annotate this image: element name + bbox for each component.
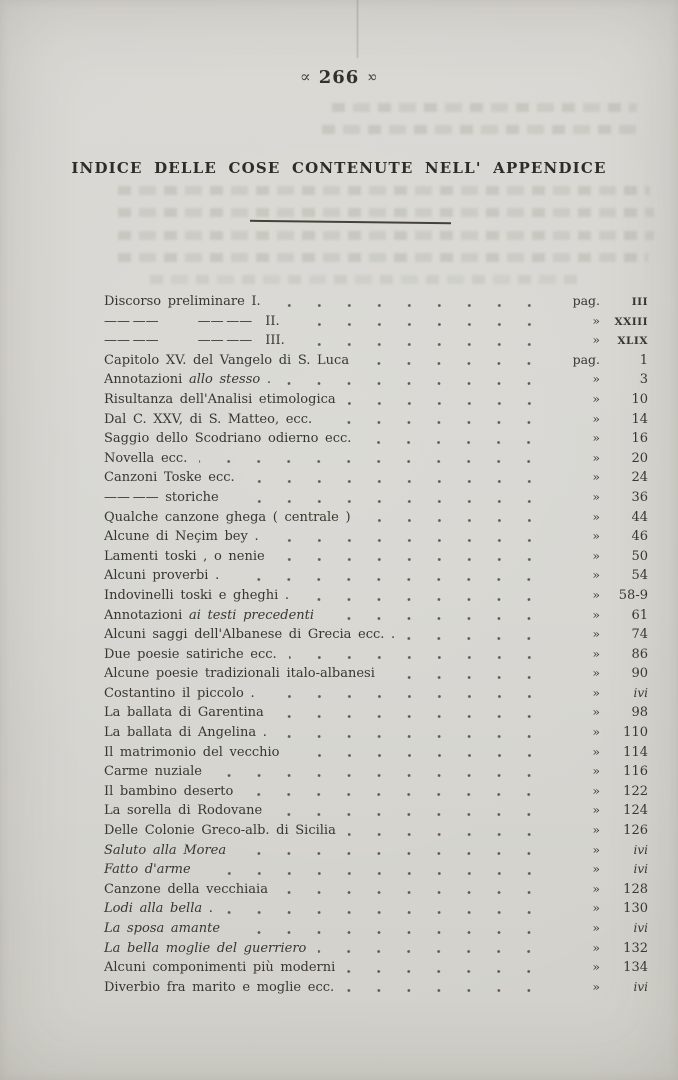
page-ref-number: 46 [631,529,648,545]
page-ref-number: 110 [623,725,648,741]
index-entry-row [104,802,648,822]
page-ref-abbrev: » [592,606,600,622]
page-ref-abbrev: pag. [572,351,600,367]
dot-leader [347,959,546,979]
entry-title: Il bambino deserto [104,783,234,799]
page-ref-abbrev: » [592,665,600,681]
dot-leader [326,607,546,627]
page-ref-number: 114 [623,744,648,760]
page-ref-number: 74 [631,627,648,643]
entry-title: Alcuni proverbi . [104,568,220,584]
page-ref-abbrev: » [592,547,600,563]
entry-title-italic: La bella moglie del guerriero [104,940,307,956]
dot-leader [267,685,546,705]
dot-leader [363,430,546,450]
dot-leader [231,567,546,587]
page-fold-line [357,0,358,58]
index-entry-row [104,469,648,489]
index-entry-row [104,332,648,352]
page-ref-abbrev: » [592,920,600,935]
index-entry-row [104,920,648,940]
page-ref-abbrev: » [592,939,600,955]
dot-leader [363,509,546,529]
page-ref-number: 44 [631,509,648,525]
dot-leader [277,548,546,568]
page-ref-number: 86 [631,646,648,662]
page-ref-number: 14 [631,411,648,427]
index-entry-row [104,626,648,646]
dot-leader [276,704,546,724]
dot-leader [346,979,546,999]
index-entry-row [104,665,648,685]
page-ref-abbrev: pag. [572,293,600,308]
dot-leader [232,920,546,940]
index-entry-row [104,940,648,960]
entry-title: —— —— —— —— III. [104,333,285,349]
index-entry-row [104,900,648,920]
entry-title: Lamenti toski , o nenie [104,548,265,564]
index-entry-row [104,371,648,391]
dot-leader [301,587,546,607]
page-ref-number: 24 [631,470,648,486]
page-ref-number: 122 [623,783,648,799]
page-ref-abbrev: » [592,528,600,544]
dot-leader [283,371,546,391]
page-ref-abbrev: » [592,704,600,720]
index-entry-row [104,842,648,862]
page-ref-number: 16 [631,431,648,447]
entry-title: —— —— —— —— II. [104,313,280,329]
page-ref-abbrev: » [592,724,600,740]
entry-title: Costantino il piccolo . [104,685,255,701]
page-ref-abbrev: » [592,508,600,524]
index-entry-row [104,881,648,901]
page-ref-abbrev: » [592,978,600,994]
entry-title: Alcune di Neçim bey . [104,529,259,545]
folio-ornament-right-icon: ∝ [366,67,379,86]
page-ref-number: 124 [623,803,648,819]
dot-leader [297,332,546,352]
page-ref-abbrev: » [592,586,600,602]
index-entry-row [104,763,648,783]
index-entry-row [104,450,648,470]
page-title: INDICE DELLE COSE CONTENUTE NELL' APPENDICE [71,159,607,177]
entry-title: La sorella di Rodovane [104,803,263,819]
dot-leader [387,665,546,685]
entry-title: Annotazioni [104,372,189,388]
page-ref-number: XXIII [614,315,648,328]
page-ref-number: 128 [623,881,648,897]
folio-number: 266 [318,67,360,88]
dot-leader [225,900,546,920]
entry-title: Carme nuziale [104,764,202,780]
entry-title-italic: Saluto alla Morea [104,842,227,858]
index-entry-row [104,430,648,450]
page-ref-abbrev: » [592,469,600,485]
dot-leader [238,842,546,862]
page-ref-abbrev: » [592,861,600,877]
page-ref-number: 36 [631,489,648,505]
entry-title-trailing-dot: . [202,901,213,917]
page-ref-number: 90 [631,666,648,682]
page-ref-abbrev: » [592,488,600,504]
entry-title: La ballata di Garentina [104,705,264,721]
dot-leader [348,822,546,842]
separator-rule [250,220,451,224]
show-through-line [118,186,650,195]
page-ref-abbrev: » [592,312,600,328]
index-entry-row [104,293,648,313]
dot-leader [280,881,546,901]
index-entry-row [104,704,648,724]
dot-leader [292,744,546,764]
folio-header [0,67,678,88]
show-through-line [150,275,580,284]
dot-leader [289,646,546,666]
entry-title-italic: ai testi precedenti [188,607,315,623]
page-ref-abbrev: » [592,430,600,446]
page-ref-number: ivi [633,842,648,857]
page-ref-abbrev: » [592,371,600,387]
index-entry-row [104,646,648,666]
dot-leader [247,469,546,489]
entry-title: Alcune poesie tradizionali italo-albanesi [104,666,375,682]
dot-leader [318,940,546,960]
page-ref-number: 126 [623,823,648,839]
entry-title-italic: Lodi alla bella [104,901,203,917]
index-entry-row [104,724,648,744]
entry-title: Diverbio fra marito e moglie ecc. [104,979,335,995]
dot-leader [245,783,546,803]
entry-title-italic: La sposa amante [104,921,221,936]
entry-title: Capitolo XV. del Vangelo di S. Luca [104,352,350,368]
index-entry-row [104,861,648,881]
page-ref-number: 132 [623,940,648,956]
page-ref-number: 50 [631,548,648,564]
dot-leader [214,763,546,783]
dot-leader [324,411,546,431]
dot-leader [407,626,546,646]
page-ref-abbrev: » [592,822,600,838]
entry-title-trailing-dot: . [260,372,271,388]
page-ref-number: ivi [633,979,648,994]
page-ref-abbrev: » [592,567,600,583]
dot-leader [271,528,546,548]
index-entry-row [104,313,648,333]
page-ref-number: XLIX [617,335,648,348]
dot-leader [199,450,546,470]
entry-title: Dal C. XXV, di S. Matteo, ecc. [104,411,313,427]
page-ref-abbrev: » [592,782,600,798]
page-ref-number: 130 [623,901,648,917]
show-through-line [332,103,637,112]
dot-leader [279,724,546,744]
page-ref-abbrev: » [592,900,600,916]
index-entry-row [104,979,648,999]
page-ref-number: 20 [631,450,648,466]
dot-leader [348,391,546,411]
entry-title: Novella ecc. [104,450,188,466]
dot-leader [274,802,546,822]
page-ref-number: 134 [623,960,648,976]
entry-title: Indovinelli toski e gheghi . [104,587,290,603]
index-entry-row [104,783,648,803]
index-entry-row [104,587,648,607]
index-entry-row [104,352,648,372]
page-ref-abbrev: » [592,390,600,406]
index-entry-row [104,744,648,764]
index-entry-row [104,685,648,705]
show-through-line [118,231,654,240]
entry-title-italic: allo stesso [188,372,261,388]
index-entry-row [104,528,648,548]
index-entry-row [104,391,648,411]
index-entry-row [104,411,648,431]
page-ref-abbrev: » [592,626,600,642]
page-ref-abbrev: » [592,880,600,896]
entry-title: Qualche canzone ghega ( centrale ) [104,509,351,525]
entry-title: Il matrimonio del vecchio [104,744,280,760]
page-ref-abbrev: » [592,449,600,465]
index-entry-row [104,607,648,627]
dot-leader [361,352,546,372]
page-ref-number: 54 [631,568,648,584]
index-entry-row [104,509,648,529]
dot-leader [292,313,546,333]
page-ref-number: 116 [623,764,648,780]
page-ref-number: 1 [639,352,648,368]
dot-leader [273,293,546,313]
index-entry-row [104,567,648,587]
show-through-line [118,208,654,217]
page-ref-number: III [631,296,648,308]
entry-title: Annotazioni [104,607,189,623]
page-ref-number: ivi [633,862,648,877]
entry-title-italic: Fatto d'arme [104,862,191,878]
dot-leader [203,861,546,881]
page-ref-number: 3 [639,372,648,388]
page-ref-abbrev: » [592,645,600,661]
entry-title: —— —— storiche [104,489,219,505]
page-ref-abbrev: » [592,959,600,975]
page-ref-number: 61 [631,607,648,623]
entry-title: Discorso preliminare I. [104,294,261,309]
page-ref-abbrev: » [592,763,600,779]
entry-title: Risultanza dell'Analisi etimologica [104,391,336,407]
index-entry-row [104,489,648,509]
page-ref-number: ivi [633,921,648,935]
entry-title: La ballata di Angelina . [104,725,267,741]
show-through-line [322,125,644,134]
entry-title: Due poesie satiriche ecc. [104,646,277,662]
page-ref-abbrev: » [592,410,600,426]
index-list [104,293,648,998]
folio-ornament-left-icon: ∝ [299,67,312,86]
index-entry-row [104,548,648,568]
dot-leader [231,489,546,509]
entry-title: Alcuni componimenti più moderni [104,960,336,976]
entry-title: Alcuni saggi dell'Albanese di Grecia ecc. . [104,627,396,643]
show-through-line [118,253,648,262]
page-ref-number: 58-9 [618,587,648,603]
entry-title: Canzone della vecchiaia [104,881,268,897]
entry-title: Saggio dello Scodriano odierno ecc. [104,431,352,447]
entry-title: Delle Colonie Greco-alb. di Sicilia [104,823,336,839]
page-ref-number: 10 [631,391,648,407]
index-entry-row [104,959,648,979]
page-ref-abbrev: » [592,743,600,759]
page-ref-abbrev: » [592,841,600,857]
page-ref-number: 98 [631,705,648,721]
index-entry-row [104,822,648,842]
entry-title: Canzoni Toske ecc. [104,470,235,486]
page-ref-number: ivi [633,685,648,700]
page-ref-abbrev: » [592,802,600,818]
page-ref-abbrev: » [592,684,600,700]
page-ref-abbrev: » [592,332,600,348]
